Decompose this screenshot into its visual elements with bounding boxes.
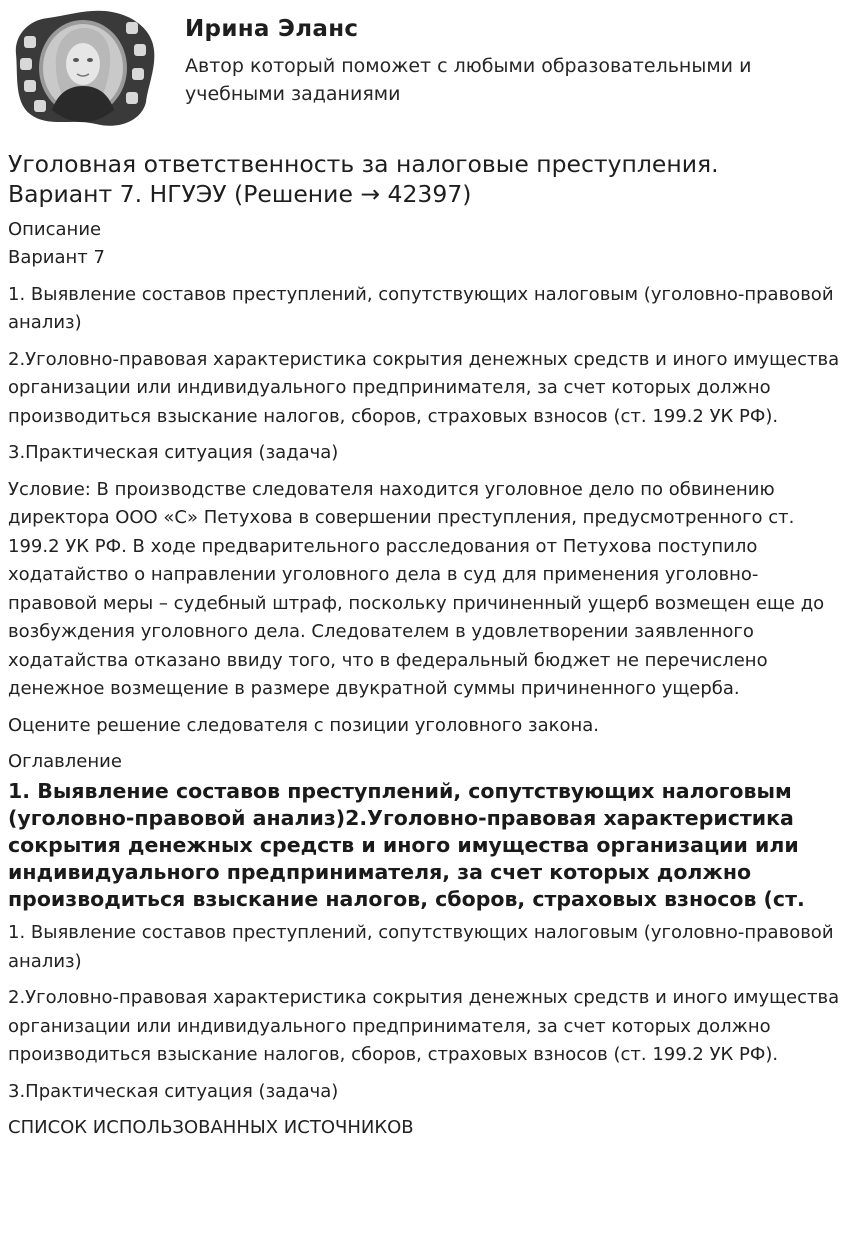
toc-item-sources: СПИСОК ИСПОЛЬЗОВАННЫХ ИСТОЧНИКОВ <box>8 1117 414 1138</box>
author-name[interactable]: Ирина Эланс <box>185 16 359 42</box>
main-content <box>8 216 843 1143</box>
variant-text: Вариант 7 <box>8 247 105 268</box>
toc-label: Оглавление <box>8 751 122 772</box>
toc-heading: 1. Выявление составов преступлений, сопутствующих налоговым (уголовно-правовой анализ)2.Уголовно-правовая характеристика сокрытия денежных средств и иного имущества организации или индивидуального предпринимателя, за счет которых должно производиться взыскание налогов, сборов, страховых взносов (ст. <box>8 779 805 911</box>
film-frame-graphic <box>8 6 158 128</box>
author-description: Автор который поможет с любыми образовательными и учебными заданиями <box>185 55 752 105</box>
toc-item: 2.Уголовно-правовая характеристика сокрытия денежных средств и иного имущества организации или индивидуального предпринимателя, за счет которых должно производиться взыскание налогов, сборов, страховых взносов (ст. 199.2 УК РФ). <box>8 987 840 1065</box>
description-paragraph: 2.Уголовно-правовая характеристика сокрытия денежных средств и иного имущества организации или индивидуального предпринимателя, за счет которых должно производиться взыскание налогов, сборов, страховых взносов (ст. 199.2 УК РФ). <box>8 348 840 427</box>
page-title: Уголовная ответственность за налоговые преступления. Вариант 7. НГУЭУ (Решение → 42397) <box>8 150 719 208</box>
author-card <box>8 6 838 131</box>
description-paragraph: 1. Выявление составов преступлений, сопутствующих налоговым (уголовно-правовой анализ) <box>8 283 834 333</box>
toc-item: 1. Выявление составов преступлений, сопутствующих налоговым (уголовно-правовой анализ) <box>8 922 834 972</box>
task-condition: Условие: В производстве следователя находится уголовное дело по обвинению директора ООО «С» Петухова в совершении преступления, предусмотренного ст. 199.2 УК РФ. В ходе предварительного расследования от Петухова поступило ходатайство о направлении уголовного дела в суд для применения уголовно-правовой меры – судебный штраф, поскольку причиненный ущерб возмещен еще до возбуждения уголовного дела. Следователем в удовлетворении заявленного ходатайства отказано ввиду того, что в федеральный бюджет не перечислено денежное возмещение в размере двукратной суммы причиненного ущерба. <box>8 478 825 699</box>
description-label: Описание <box>8 219 102 240</box>
author-avatar-photo <box>8 6 158 128</box>
description-paragraph: 3.Практическая ситуация (задача) <box>8 442 339 463</box>
task-question: Оцените решение следователя с позиции уголовного закона. <box>8 714 600 736</box>
toc-item: 3.Практическая ситуация (задача) <box>8 1080 339 1102</box>
